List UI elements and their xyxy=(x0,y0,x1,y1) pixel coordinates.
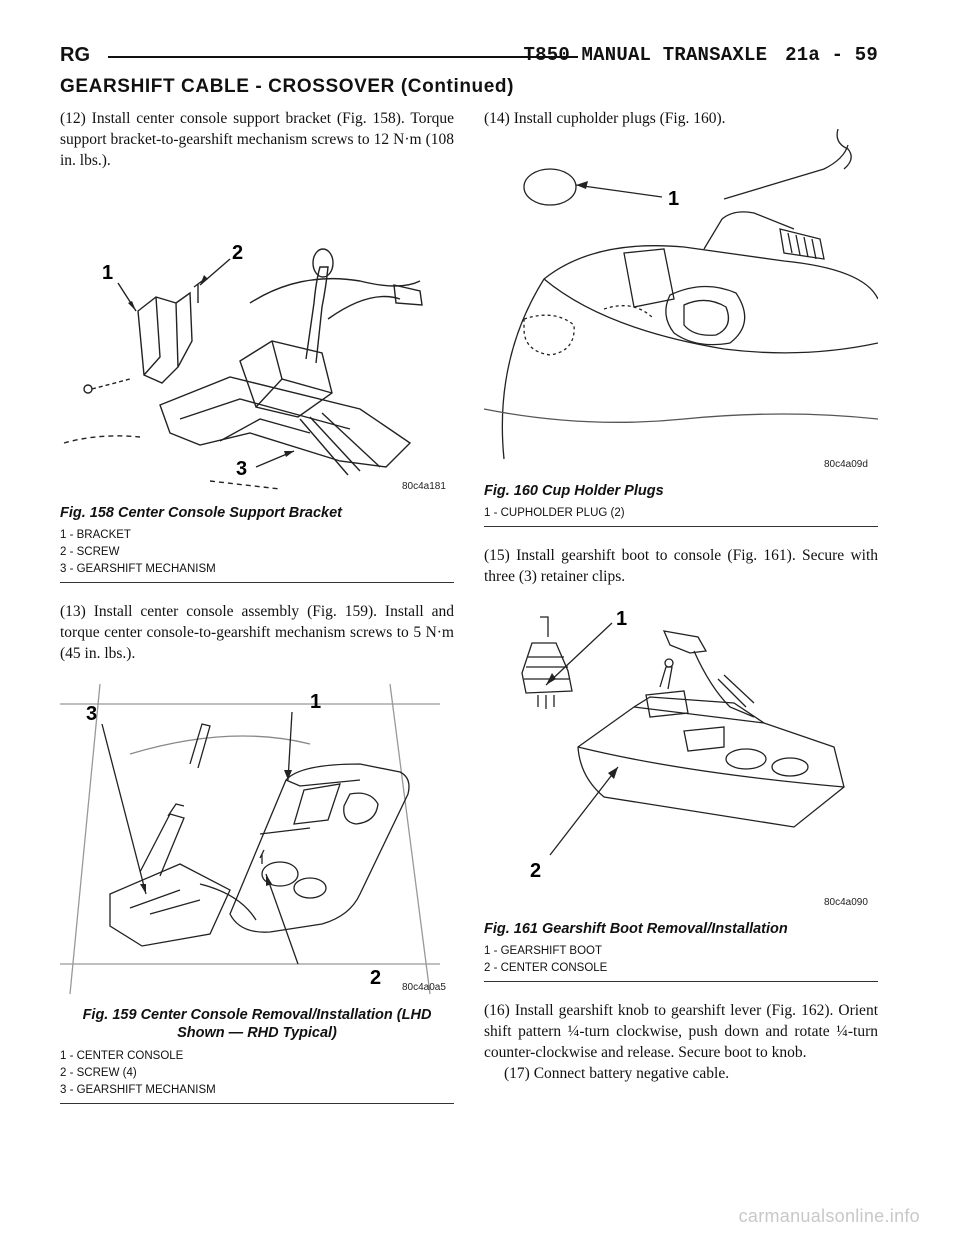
fig158-legend xyxy=(60,527,454,578)
fig161-legend xyxy=(484,943,878,977)
figure-159 xyxy=(60,664,454,1002)
fig158-code: 80c4a181 xyxy=(402,481,446,492)
header-model-code: RG xyxy=(60,44,90,66)
header-page-number: 21a - 59 xyxy=(785,44,878,66)
fig159-caption-line1: Fig. 159 Center Console Removal/Installation (LHD xyxy=(82,1007,432,1023)
section-title: GEARSHIFT CABLE - CROSSOVER (Continued) xyxy=(60,76,515,97)
fig158-legend-item: 2 - SCREW xyxy=(60,546,120,558)
figure-161 xyxy=(484,587,878,917)
fig158-callout-1: 1 xyxy=(102,262,114,284)
header-rule xyxy=(108,56,578,58)
footer-watermark: carmanualsonline.info xyxy=(738,1206,920,1226)
fig159-code: 80c4a0a5 xyxy=(402,982,446,993)
page-header xyxy=(60,40,878,74)
step-12-text: (12) Install center console support bracket (Fig. 158). Torque support bracket-to-gearshift mechanism screws to 12 N·m (108 in. lbs.). xyxy=(60,110,454,169)
fig161-callout-2: 2 xyxy=(530,860,542,882)
fig159-legend-item: 1 - CENTER CONSOLE xyxy=(60,1050,184,1062)
fig158-callout-3: 3 xyxy=(236,458,248,480)
fig158-caption: Fig. 158 Center Console Support Bracket xyxy=(60,505,343,521)
figure-160 xyxy=(484,129,878,479)
fig159-legend-item: 2 - SCREW (4) xyxy=(60,1067,137,1079)
fig161-legend-item: 2 - CENTER CONSOLE xyxy=(484,962,608,974)
figure-160-illustration xyxy=(484,129,878,479)
step-16-text: (16) Install gearshift knob to gearshift lever (Fig. 162). Orient shift pattern ¼-turn clockwise, push down and rotate ¼-turn counter-clockwise and release. Secure boot to knob. xyxy=(484,1002,878,1061)
figure-158 xyxy=(60,171,454,501)
fig161-caption: Fig. 161 Gearshift Boot Removal/Installation xyxy=(484,921,788,937)
fig158-legend-item: 3 - GEARSHIFT MECHANISM xyxy=(60,563,216,575)
fig160-callout-1: 1 xyxy=(668,188,680,210)
fig160-rule xyxy=(484,526,878,527)
fig159-callout-2: 2 xyxy=(370,967,382,989)
fig158-rule xyxy=(60,582,454,583)
fig159-callout-3: 3 xyxy=(86,703,98,725)
fig159-caption xyxy=(60,1006,454,1042)
header-title: T850 MANUAL TRANSAXLE xyxy=(523,44,768,66)
fig160-legend xyxy=(484,505,878,522)
fig161-rule xyxy=(484,981,878,982)
fig160-legend-item: 1 - CUPHOLDER PLUG (2) xyxy=(484,507,625,519)
step-17-text: (17) Connect battery negative cable. xyxy=(504,1065,730,1082)
fig161-code: 80c4a090 xyxy=(824,897,868,908)
figure-158-illustration xyxy=(60,171,454,501)
fig161-legend-item: 1 - GEARSHIFT BOOT xyxy=(484,945,602,957)
right-column xyxy=(484,108,878,1084)
step-15-text: (15) Install gearshift boot to console (Fig. 161). Secure with three (3) retainer clips. xyxy=(484,547,878,585)
figure-159-illustration xyxy=(60,664,454,1002)
left-column xyxy=(60,108,454,1104)
fig158-legend-item: 1 - BRACKET xyxy=(60,529,131,541)
fig159-legend-item: 3 - GEARSHIFT MECHANISM xyxy=(60,1084,216,1096)
step-13-text: (13) Install center console assembly (Fig. 159). Install and torque center console-to-gearshift mechanism screws to 5 N·m (45 in. lbs.). xyxy=(60,603,454,662)
fig160-caption: Fig. 160 Cup Holder Plugs xyxy=(484,483,664,499)
fig159-legend xyxy=(60,1048,454,1099)
fig159-callout-1: 1 xyxy=(310,691,322,713)
figure-161-illustration xyxy=(484,587,878,917)
fig159-rule xyxy=(60,1103,454,1104)
fig159-caption-line2: Shown — RHD Typical) xyxy=(177,1025,337,1041)
fig160-code: 80c4a09d xyxy=(824,459,868,470)
fig161-callout-1: 1 xyxy=(616,608,628,630)
fig158-callout-2: 2 xyxy=(232,242,244,264)
step-14-text: (14) Install cupholder plugs (Fig. 160). xyxy=(484,110,726,127)
header-title-block xyxy=(524,44,878,66)
